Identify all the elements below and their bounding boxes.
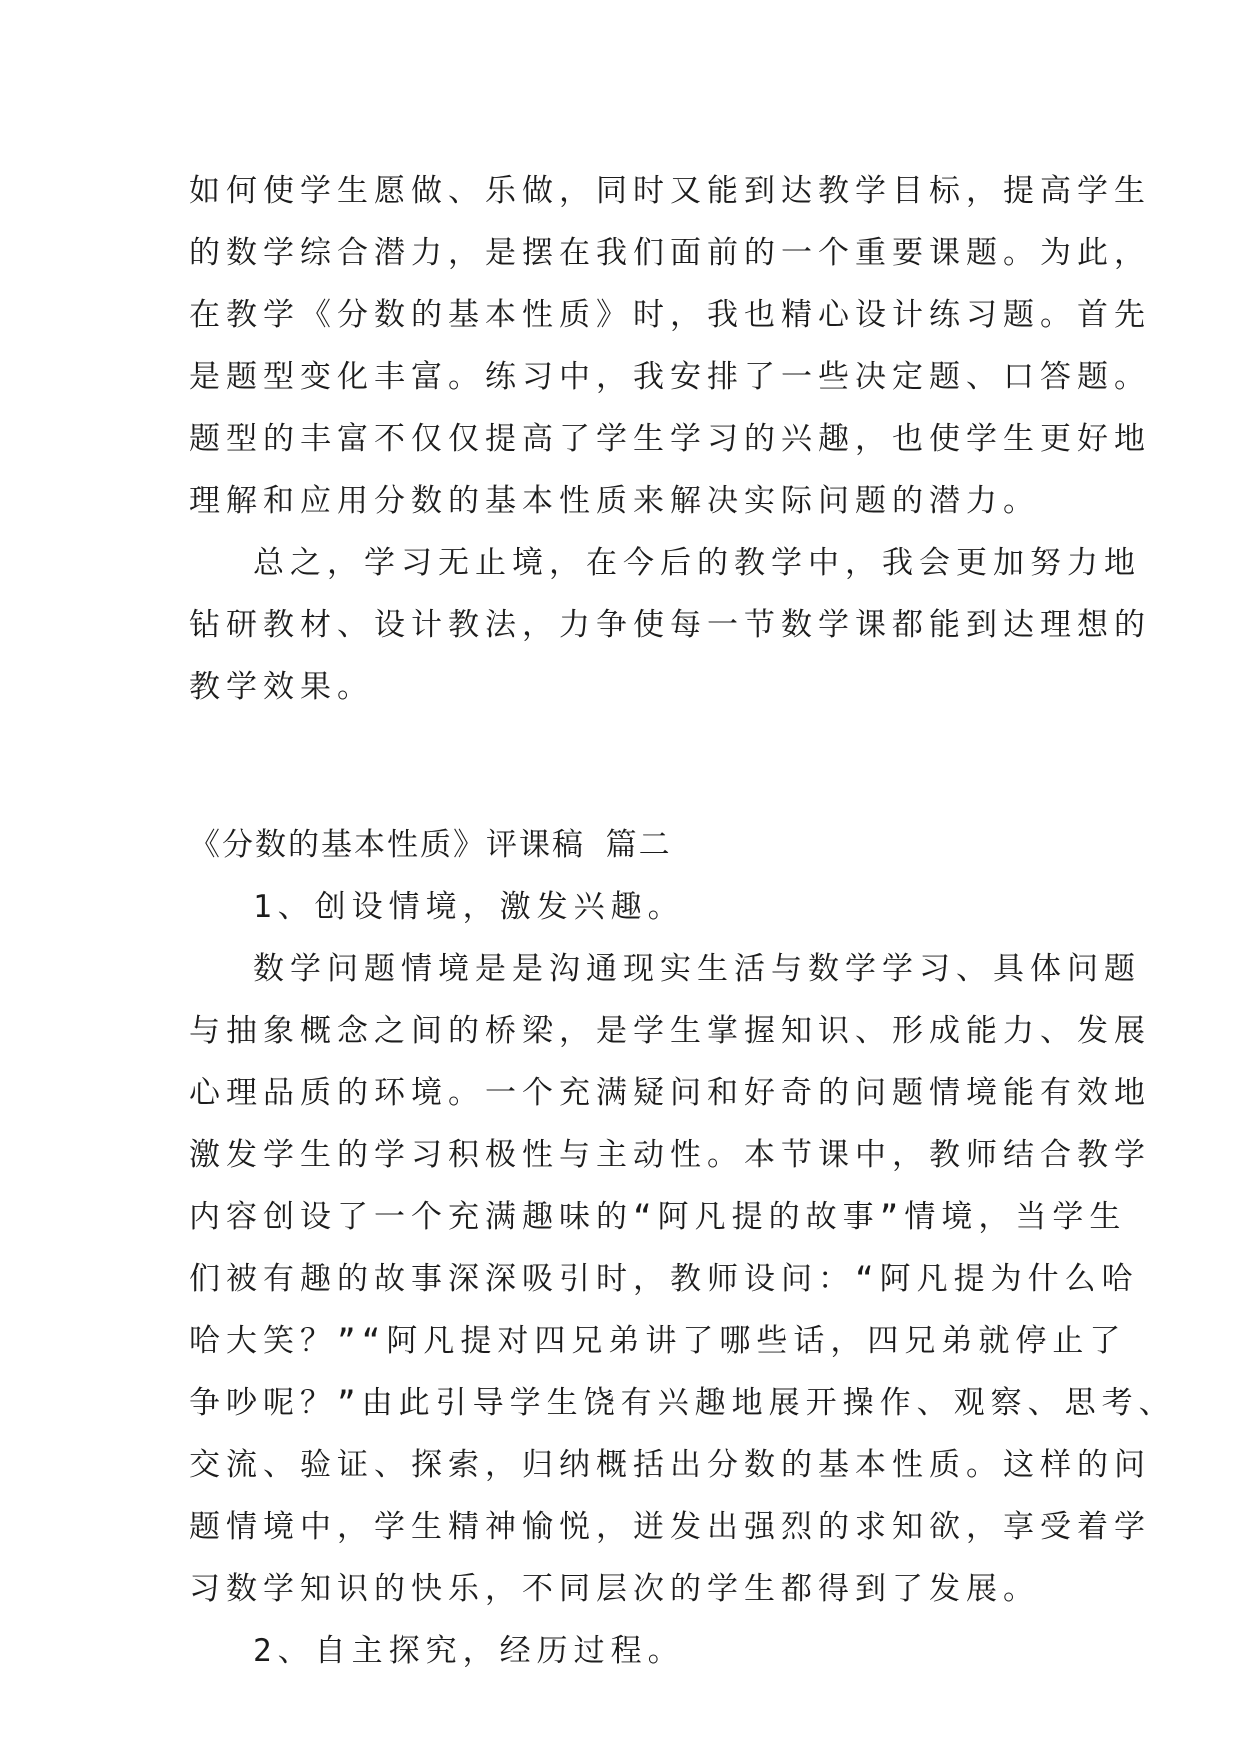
paragraph-line: 理解和应用分数的基本性质来解决实际问题的潜力。 [189,483,1040,519]
paragraph-line: 心理品质的环境。一个充满疑问和好奇的问题情境能有效地 [189,1075,1151,1111]
item-heading: 1、创设情境，激发兴趣。 [253,889,685,925]
blank-line [189,718,1069,780]
paragraph-line: 习数学知识的快乐，不同层次的学生都得到了发展。 [189,1571,1040,1607]
paragraph-line: 们被有趣的故事深深吸引时，教师设问：“阿凡提为什么哈 [189,1261,1139,1297]
document-body [189,160,1176,1682]
blank-gap [189,780,1069,814]
item-heading: 2、自主探究，经历过程。 [253,1633,685,1669]
paragraph-line: 激发学生的学习积极性与主动性。本节课中，教师结合教学 [189,1137,1151,1173]
paragraph-line: 题型的丰富不仅仅提高了学生学习的兴趣，也使学生更好地 [189,421,1151,457]
paragraph-line: 内容创设了一个充满趣味的“阿凡提的故事”情境，当学生 [189,1199,1127,1235]
paragraph-line: 交流、验证、探索，归纳概括出分数的基本性质。这样的问 [189,1447,1151,1483]
paragraph-line: 题情境中，学生精神愉悦，迸发出强烈的求知欲，享受着学 [189,1509,1151,1545]
paragraph-line: 哈大笑？”“阿凡提对四兄弟讲了哪些话，四兄弟就停止了 [189,1323,1127,1359]
paragraph-line: 与抽象概念之间的桥梁，是学生掌握知识、形成能力、发展 [189,1013,1151,1049]
paragraph-line: 总之，学习无止境，在今后的教学中，我会更加努力地 [253,545,1141,581]
paragraph-line: 钻研教材、设计教法，力争使每一节数学课都能到达理想的 [189,607,1151,643]
paragraph-line: 的数学综合潜力，是摆在我们面前的一个重要课题。为此， [189,235,1151,271]
paragraph-line: 争吵呢？”由此引导学生饶有兴趣地展开操作、观察、思考、 [189,1385,1176,1421]
paragraph-line: 在教学《分数的基本性质》时，我也精心设计练习题。首先 [189,297,1151,333]
paragraph-line: 是题型变化丰富。练习中，我安排了一些决定题、口答题。 [189,359,1151,395]
paragraph-line: 如何使学生愿做、乐做，同时又能到达教学目标，提高学生 [189,173,1151,209]
paragraph-line: 数学问题情境是是沟通现实生活与数学学习、具体问题 [253,951,1141,987]
section-title: 《分数的基本性质》评课稿 篇二 [189,827,672,863]
paragraph-line: 教学效果。 [189,669,374,705]
